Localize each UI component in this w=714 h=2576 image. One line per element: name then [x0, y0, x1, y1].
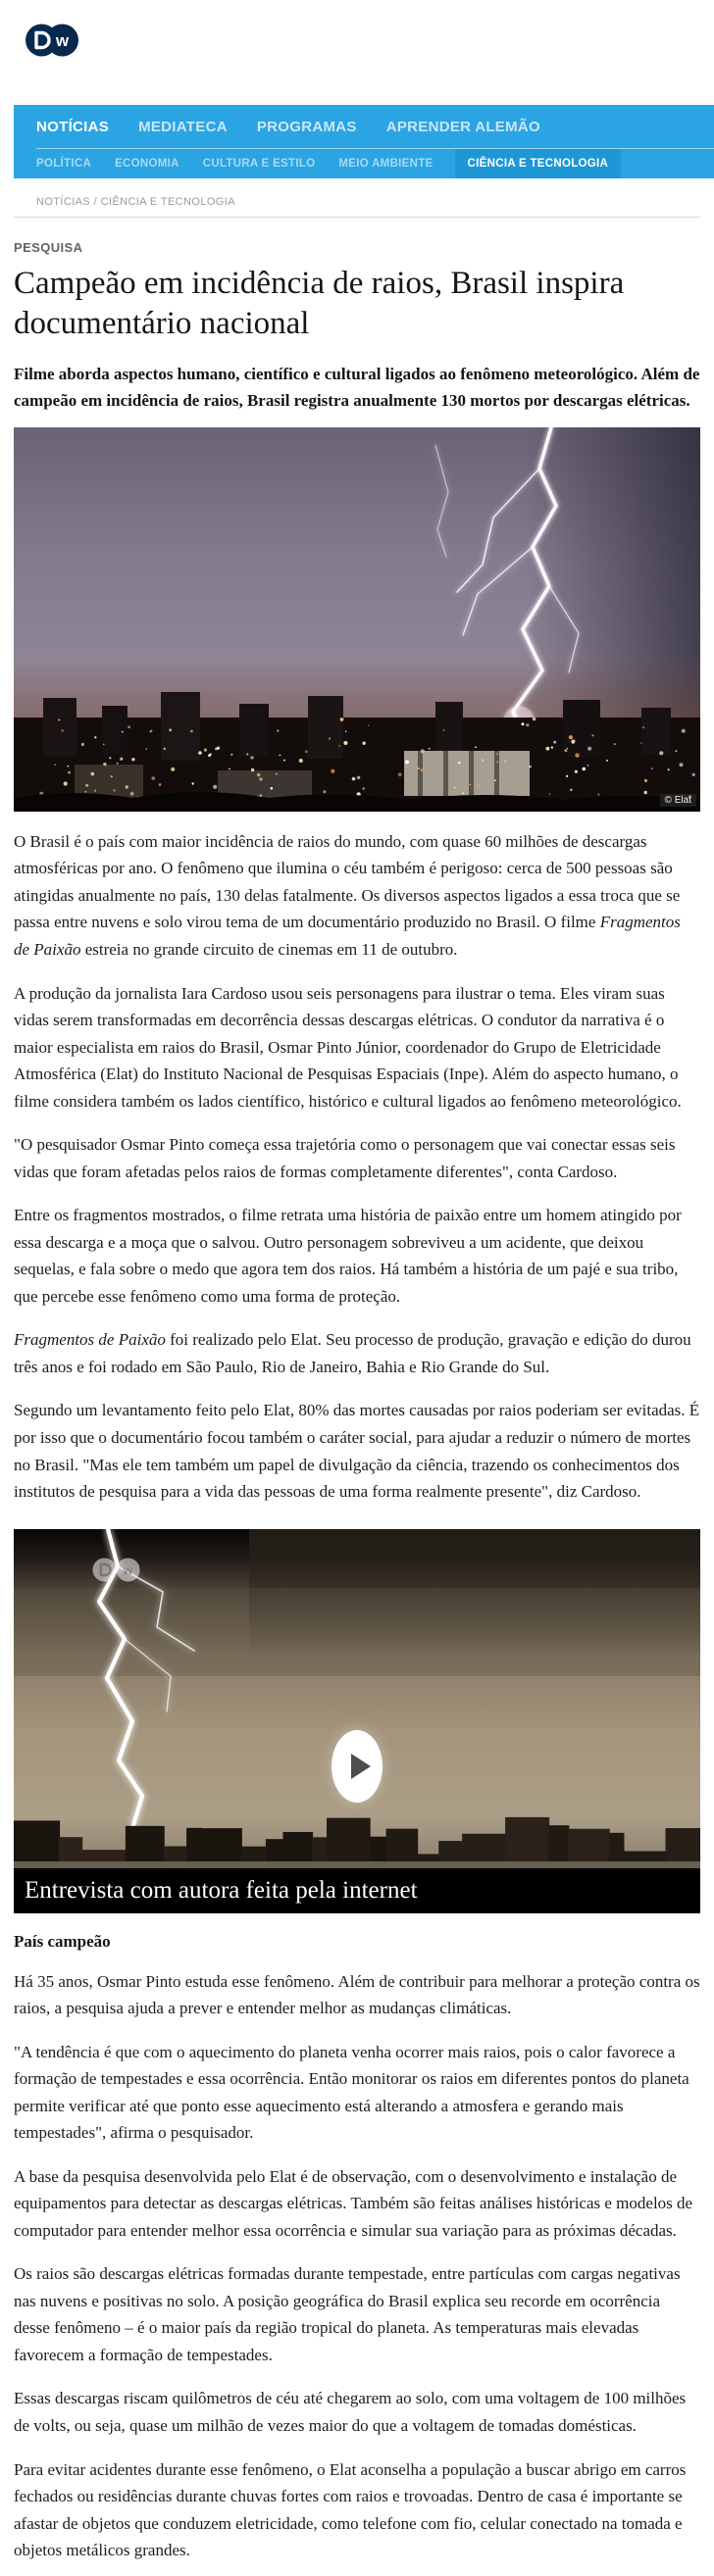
- section-subheading: País campeão: [14, 1931, 111, 1951]
- svg-text:w: w: [123, 1562, 133, 1577]
- breadcrumb-noticias[interactable]: NOTÍCIAS: [36, 196, 91, 208]
- subnav-item-ciencia-e-tecnologia[interactable]: CIÊNCIA E TECNOLOGIA: [455, 149, 622, 178]
- article-paragraph: Fragmentos de Paixão foi realizado pelo Elat. Seu processo de produção, gravação e edição do durou três anos e foi rodado em São Paulo, Rio de Janeiro, Bahia e Rio Grande do Sul.: [14, 1330, 691, 1376]
- video-thumbnail[interactable]: [14, 1529, 700, 1868]
- hero-image: [14, 427, 700, 812]
- logo-w-glyph: w: [55, 31, 70, 50]
- dw-logo[interactable]: [26, 14, 78, 68]
- article-body-bottom: [14, 1968, 700, 2564]
- article-paragraph: Os raios são descargas elétricas formadas durante tempestade, entre partículas com cargas negativas nas nuvens e positivas no solo. A posição geográfica do Brasil explica seu recorde em ocorrência desse fenômeno – é o maior país da região tropical do planeta. As temperaturas mais elevadas favorecem a formação de tempestades.: [14, 2264, 681, 2364]
- nav-item-mediateca[interactable]: MEDIATECA: [138, 118, 228, 135]
- breadcrumb-ciencia-e-tecnologia[interactable]: CIÊNCIA E TECNOLOGIA: [100, 196, 235, 208]
- article-paragraph: "O pesquisador Osmar Pinto começa essa trajetória como o personagem que vai conectar essas seis vidas que foram afetadas pelos raios de formas completamente diferentes", conta Cardoso.: [14, 1135, 676, 1181]
- article-paragraph: A base da pesquisa desenvolvida pelo Elat é de observação, com o desenvolvimento e instalação de equipamentos para detectar as descargas elétricas. Também são feitas análises históricas e modelos de computador para entender melhor essa ocorrência e simular sua variação para as próximas décadas.: [14, 2166, 693, 2240]
- article-paragraph: Entre os fragmentos mostrados, o filme retrata uma história de paixão entre um homem atingido por essa descarga e a moça que o salvou. Outro personagem sobreviveu a um acidente, que deixou sequelas, e fala sobre o medo que agora tem dos raios. Há também a história de um pajé e sua tribo, que percebe esse fenômeno como uma forma de proteção.: [14, 1206, 682, 1306]
- video-caption: Entrevista com autora feita pela internet: [14, 1868, 700, 1913]
- breadcrumb-separator: /: [93, 196, 98, 208]
- primary-nav: [14, 105, 714, 148]
- article-paragraph: O Brasil é o país com maior incidência de raios do mundo, com quase 60 milhões de descargas atmosféricas por ano. O fenômeno que ilumina o céu também é perigoso: cerca de 500 pessoas são atingidas anualmente no país, 130 delas fatalmente. Os diversos aspectos ligados a essa troca que se passa entre nuvens e solo virou tema de um documentário produzido no Brasil. O filme Fragmentos de Paixão estreia no grande circuito de cinemas em 11 de outubro.: [14, 831, 681, 959]
- article-paragraph: Há 35 anos, Osmar Pinto estuda esse fenômeno. Além de contribuir para melhorar a proteção contra os raios, a pesquisa ajuda a prever e entender melhor as mudanças climáticas.: [14, 1971, 700, 2018]
- article-body-top: [14, 828, 700, 1506]
- article-paragraph: Essas descargas riscam quilômetros de céu até chegarem ao solo, com uma voltagem de 100 milhões de volts, ou seja, quase um milhão de vezes maior do que a voltagem de tomadas domésticas.: [14, 2389, 687, 2435]
- nav-item-noticias[interactable]: NOTÍCIAS: [36, 118, 110, 135]
- site-header: [0, 14, 714, 105]
- secondary-nav: [14, 149, 714, 178]
- subnav-item-economia[interactable]: ECONOMIA: [115, 158, 179, 170]
- page-title: Campeão em incidência de raios, Brasil inspira documentário nacional: [14, 266, 625, 341]
- article: [14, 240, 700, 2576]
- subnav-item-meio-ambiente[interactable]: MEIO AMBIENTE: [338, 158, 434, 170]
- main-navigation: [14, 105, 714, 178]
- article-paragraph: Segundo um levantamento feito pelo Elat, 80% das mortes causadas por raios poderiam ser evitadas. É por isso que o documentário focou também o caráter social, para ajudar a reduzir o número de mortes no Brasil. "Mas ele tem também um papel de divulgação da ciência, trazendo os conhecimentos dos institutos de pesquisa para a vida das pessoas de uma forma realmente presente", diz Cardoso.: [14, 1401, 700, 1502]
- subnav-item-cultura-e-estilo[interactable]: CULTURA E ESTILO: [202, 158, 316, 170]
- image-credit: © Elat: [660, 794, 696, 807]
- article-kicker: PESQUISA: [14, 240, 83, 255]
- article-paragraph: "A tendência é que com o aquecimento do planeta venha ocorrer mais raios, pois o calor favorece a formação de tempestades e essa ocorrência. Então monitorar os raios em diferentes pontos do planeta permite verificar até que ponto esse aquecimento está alterando a atmosfera e gerando mais tempestades", afirma o pesquisador.: [14, 2042, 689, 2143]
- article-lead: Filme aborda aspectos humano, científico e cultural ligados ao fenômeno meteorológico. Além de campeão em incidência de raios, Brasil registra anualmente 130 mortos por descargas elétricas.: [14, 364, 700, 411]
- play-button[interactable]: [332, 1730, 382, 1803]
- page: [0, 14, 714, 2576]
- video-player[interactable]: [14, 1529, 700, 1913]
- play-icon: [351, 1754, 371, 1779]
- subnav-item-politica[interactable]: POLÍTICA: [36, 158, 92, 170]
- nav-item-aprender-alemao[interactable]: APRENDER ALEMÃO: [385, 118, 541, 135]
- article-paragraph: Para evitar acidentes durante esse fenômeno, o Elat aconselha a população a buscar abrigo em carros fechados ou residências durante chuvas fortes com raios e trovoadas. Dentro de casa é importante se afastar de objetos que conduzem eletricidade, como telefone com fio, celular conectado na tomada e objetos metálicos grandes.: [14, 2459, 687, 2560]
- article-paragraph: A produção da jornalista Iara Cardoso usou seis personagens para ilustrar o tema. Eles viram suas vidas serem transformadas em decorrência dessas descargas elétricas. O condutor da narrativa é o maior especialista em raios do Brasil, Osmar Pinto Júnior, coordenador do Grupo de Eletricidade Atmosférica (Elat) do Instituto Nacional de Pesquisas Espaciais (Inpe). Além do aspecto humano, o filme considera também os lados científico, histórico e cultural ligados ao fenômeno meteorológico.: [14, 983, 682, 1111]
- hero-lightning-illustration: [14, 427, 700, 812]
- breadcrumb-rule: [14, 217, 700, 218]
- dw-watermark-logo: [92, 1557, 141, 1583]
- breadcrumb: [36, 196, 700, 208]
- nav-item-programas[interactable]: PROGRAMAS: [256, 118, 357, 135]
